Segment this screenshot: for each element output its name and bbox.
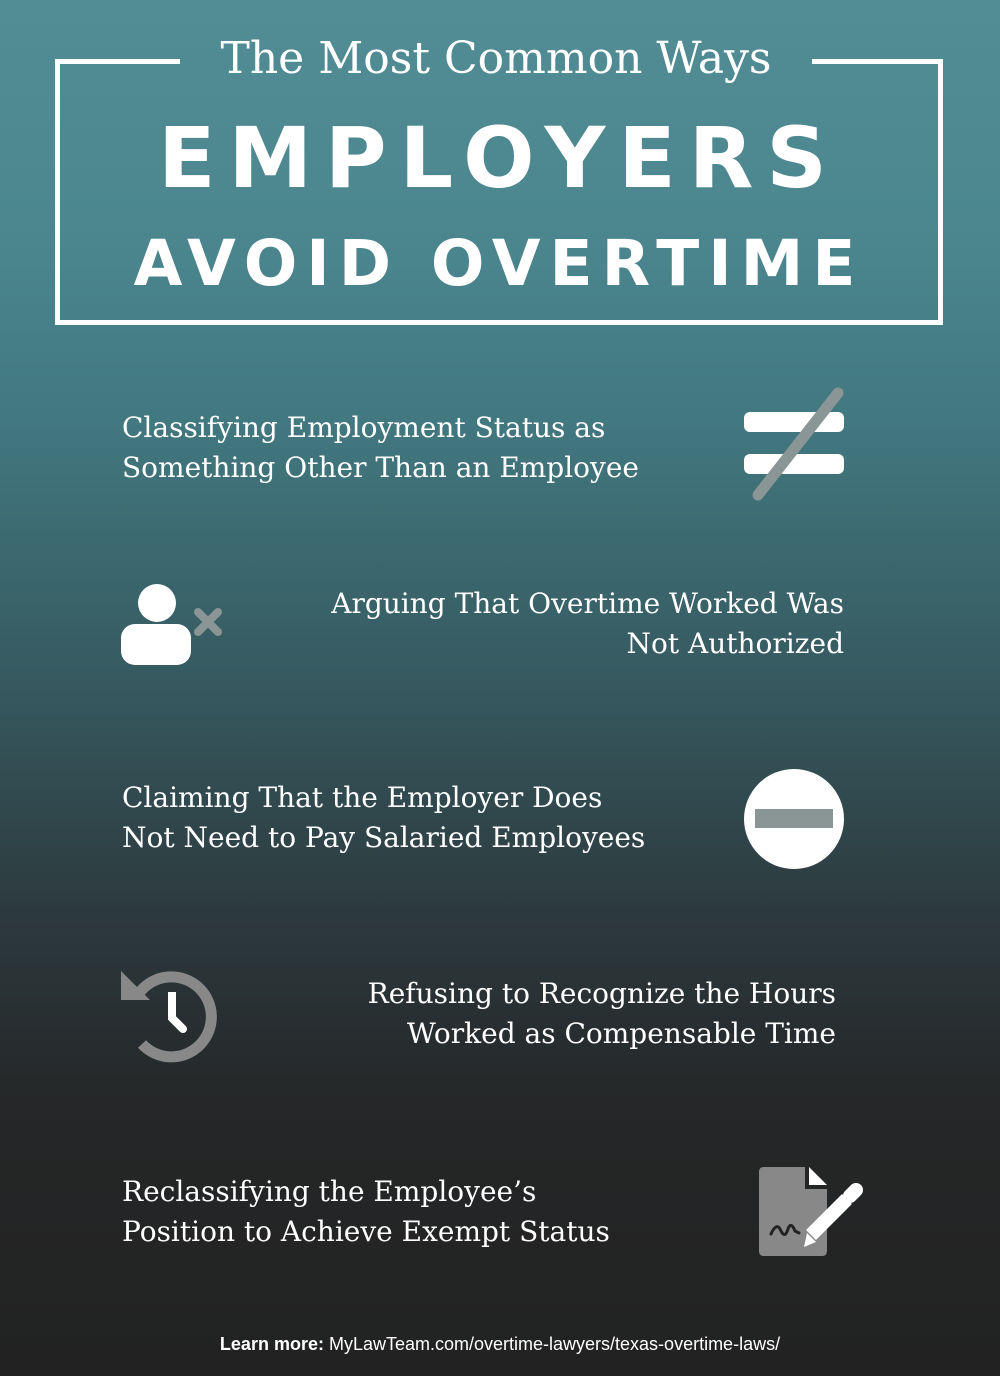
item-line: Not Need to Pay Salaried Employees — [122, 821, 646, 854]
not-equal-icon — [740, 385, 850, 505]
item-line: Something Other Than an Employee — [122, 451, 640, 484]
footer — [0, 1330, 1000, 1358]
header-title-avoid-overtime: AVOID OVERTIME — [133, 227, 865, 300]
history-clock-icon — [118, 966, 222, 1070]
header-subtitle: The Most Common Ways — [220, 33, 772, 84]
header-frame-top-right — [812, 59, 943, 64]
signed-document-icon — [755, 1163, 865, 1261]
item-line: Position to Achieve Exempt Status — [122, 1215, 610, 1248]
item-refusing-hours — [368, 974, 836, 1054]
header-title-employers: EMPLOYERS — [158, 109, 840, 207]
header-frame-top-left — [55, 59, 180, 64]
item-line: Not Authorized — [626, 627, 844, 660]
item-line: Reclassifying the Employee’s — [122, 1175, 537, 1208]
item-line: Refusing to Recognize the Hours — [367, 977, 836, 1010]
item-line: Worked as Compensable Time — [407, 1017, 836, 1050]
item-reclassifying-position — [122, 1172, 610, 1252]
footer-label: Learn more: — [219, 1334, 324, 1354]
item-line: Classifying Employment Status as — [122, 411, 606, 444]
item-claiming-salaried — [122, 778, 645, 858]
item-classifying-status — [122, 408, 639, 488]
item-line: Claiming That the Employer Does — [122, 781, 603, 814]
user-remove-icon — [118, 582, 228, 670]
item-arguing-overtime — [331, 584, 844, 664]
minus-circle-icon — [742, 767, 846, 871]
item-line: Arguing That Overtime Worked Was — [331, 587, 844, 620]
footer-url: MyLawTeam.com/overtime-lawyers/texas-overtime-laws/ — [328, 1334, 781, 1354]
